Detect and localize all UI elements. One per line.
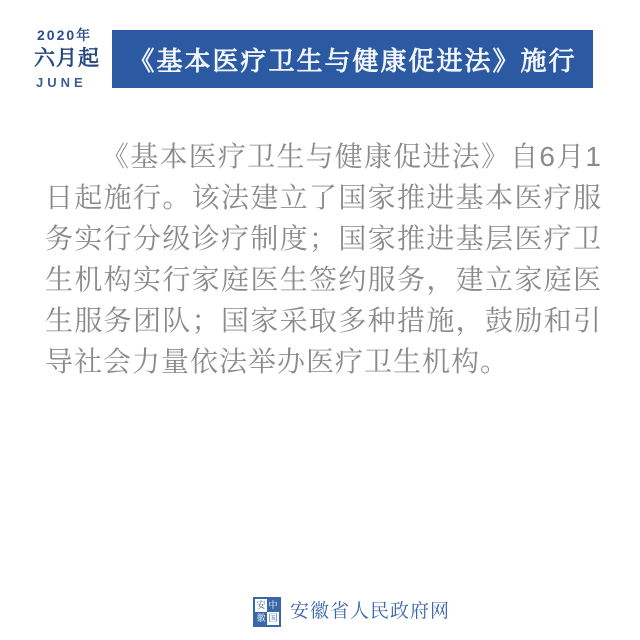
seal-cell-an: 安	[256, 600, 266, 610]
anhui-china-seal-icon	[253, 597, 281, 627]
seal-cell-guo: 国	[268, 613, 278, 623]
article-paragraph: 《基本医疗卫生与健康促进法》自6月1日起施行。该法建立了国家推进基本医疗服务实行分级诊疗制度；国家推进基层医疗卫生机构实行家庭医生签约服务，建立家庭医生服务团队；国家采取多种措施，鼓励和引导社会力量依法举办医疗卫生机构。	[45, 141, 602, 377]
footer	[253, 597, 450, 627]
seal-cell-hui: 徽	[256, 613, 266, 623]
banner-title-text: 《基本医疗卫生与健康促进法》施行	[128, 45, 577, 76]
date-block	[34, 27, 100, 90]
title-banner	[112, 30, 593, 88]
article-body	[45, 136, 602, 382]
date-month-en: JUNE	[36, 75, 87, 90]
seal-cell-zhong: 中	[268, 600, 278, 610]
date-year: 2020年	[37, 27, 93, 43]
date-month: 六月起	[34, 47, 100, 70]
site-name: 安徽省人民政府网	[290, 601, 451, 622]
